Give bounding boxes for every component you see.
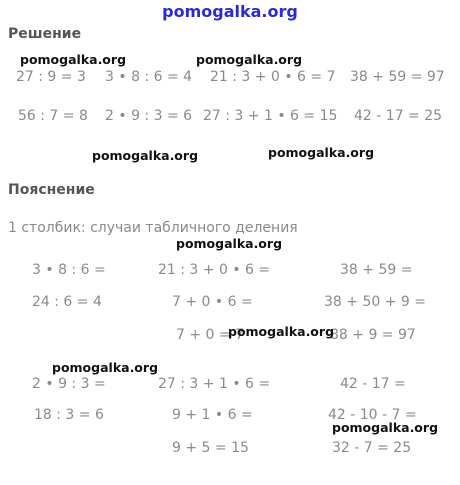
explanation-step: 2 • 9 : 3 = [32, 376, 106, 392]
solution-expression: 27 : 3 + 1 • 6 = 15 [203, 108, 338, 124]
watermark-text: pomogalka.org [52, 360, 159, 375]
explanation-step: 9 + 1 • 6 = [172, 407, 253, 423]
watermark-text: pomogalka.org [268, 145, 375, 160]
solution-heading: Решение [8, 26, 82, 42]
watermark-text: pomogalka.org [20, 52, 127, 67]
watermark-text: pomogalka.org [196, 52, 303, 67]
explanation-step: 18 : 3 = 6 [34, 407, 104, 423]
solution-expression: 42 - 17 = 25 [354, 108, 443, 124]
explanation-step: 42 - 17 = [340, 376, 406, 392]
explanation-step: 42 - 10 - 7 = [328, 407, 417, 423]
explanation-step: 9 + 5 = 15 [172, 440, 249, 456]
watermark-text: pomogalka.org [228, 324, 335, 339]
watermark-text: pomogalka.org [176, 236, 283, 251]
watermark-text: pomogalka.org [92, 148, 199, 163]
solution-expression: 56 : 7 = 8 [18, 108, 88, 124]
solution-expression: 3 • 8 : 6 = 4 [105, 69, 193, 85]
explanation-step: 38 + 50 + 9 = [324, 294, 426, 310]
solution-expression: 2 • 9 : 3 = 6 [105, 108, 193, 124]
site-header-logo[interactable]: pomogalka.org [162, 2, 298, 21]
explanation-step: 24 : 6 = 4 [32, 294, 102, 310]
explanation-step: 32 - 7 = 25 [332, 440, 412, 456]
explanation-step: 38 + 59 = [340, 262, 413, 278]
watermark-text: pomogalka.org [332, 420, 439, 435]
explanation-step: 7 + 0 • 6 = [172, 294, 253, 310]
explanation-heading: Пояснение [8, 182, 95, 198]
solution-expression: 38 + 59 = 97 [350, 69, 445, 85]
explanation-step: 88 + 9 = 97 [330, 327, 416, 343]
solution-expression: 21 : 3 + 0 • 6 = 7 [210, 69, 336, 85]
explanation-step: 3 • 8 : 6 = [32, 262, 106, 278]
explanation-step: 21 : 3 + 0 • 6 = [158, 262, 271, 278]
solution-expression: 27 : 9 = 3 [16, 69, 86, 85]
explanation-step: 7 + 0 = 7 [176, 327, 244, 343]
explanation-step: 27 : 3 + 1 • 6 = [158, 376, 271, 392]
explanation-subtitle: 1 столбик: случаи табличного деления [8, 220, 298, 236]
